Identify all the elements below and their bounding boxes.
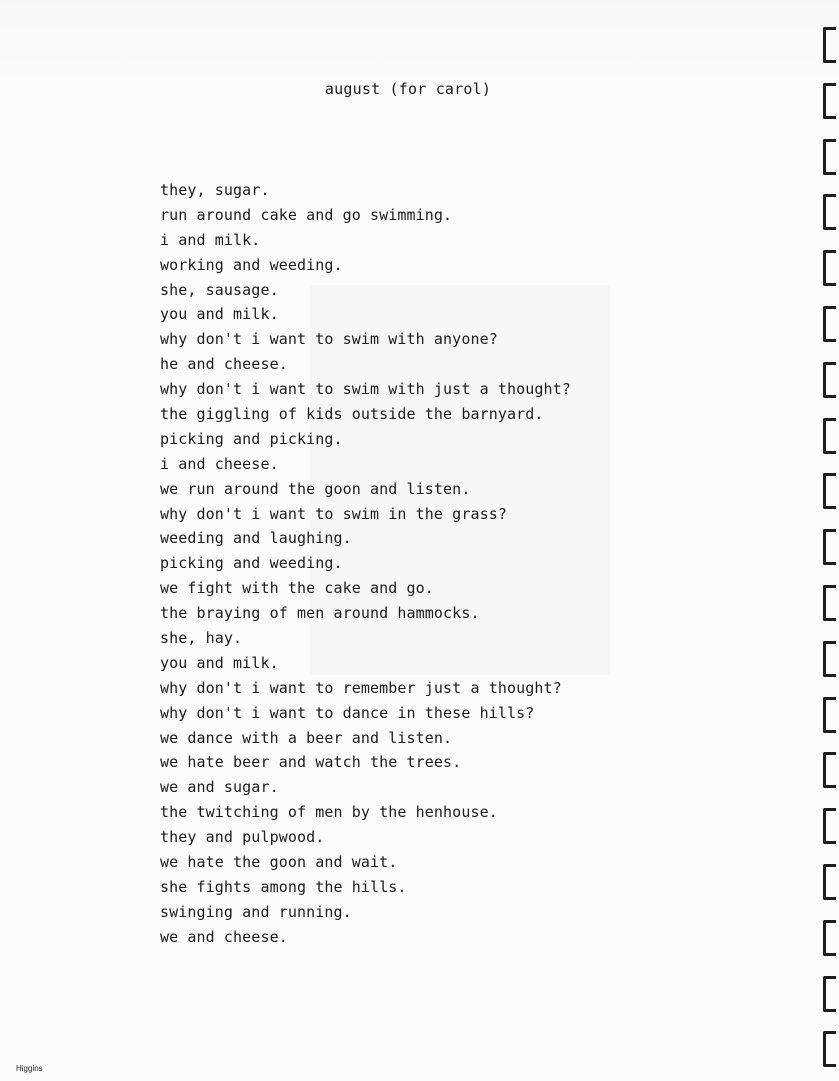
binding-ring-icon [823,27,836,63]
poem-line: we and sugar. [160,778,279,797]
binding-ring-icon [823,697,836,733]
binding-ring-icon [823,752,836,788]
binding-ring-icon [823,473,836,509]
poem-body [160,178,571,950]
binding-ring-icon [823,418,836,454]
poem-line: they and pulpwood. [160,828,325,847]
binding-ring-icon [823,529,836,565]
poem-line: they, sugar. [160,181,270,199]
poem-line: we hate beer and watch the trees. [160,753,462,772]
binding-ring-icon [823,306,836,342]
poem-line: i and milk. [160,230,261,249]
binding-ring-icon [823,83,836,119]
poem-line: we and cheese. [160,927,288,946]
poem-line: she, sausage. [160,280,279,299]
binding-ring-icon [823,976,836,1012]
poem-line: why don't i want to swim in the grass? [160,504,507,523]
poem-line: i and cheese. [160,454,279,473]
binding-ring-icon [823,641,836,677]
poem-line: she, hay. [160,629,243,648]
binding-ring-icon [823,920,836,956]
poem-line: why don't i want to swim with anyone? [160,330,498,349]
poem-line: why don't i want to remember just a thought? [160,678,562,697]
poem-line: we dance with a beer and listen. [160,728,453,747]
poem-line: weeding and laughing. [160,529,352,548]
poem-line: working and weeding. [160,255,343,274]
poem-line: we run around the goon and listen. [160,479,471,498]
poem-line: he and cheese. [160,355,288,374]
poem-line: run around cake and go swimming. [160,205,453,224]
poem-line: swinging and running. [160,902,352,921]
poem-line: the braying of men around hammocks. [160,604,480,623]
binding-ring-icon [823,194,836,230]
poem-line: why don't i want to dance in these hills? [160,703,535,722]
binding-ring-icon [823,250,836,286]
poem-line: we fight with the cake and go. [160,579,434,598]
poem-line: you and milk. [160,305,279,324]
footer-author: Higgins [16,1064,43,1073]
poem-line: why don't i want to swim with just a thought? [160,380,571,399]
binding-ring-icon [823,864,836,900]
poem-line: picking and weeding. [160,554,343,573]
binding-ring-icon [823,585,836,621]
poem-line: picking and picking. [160,429,343,448]
poem-line: the twitching of men by the henhouse. [160,803,498,822]
poem-line: you and milk. [160,653,279,672]
poem-title: august (for carol) [324,80,492,98]
poem-line: we hate the goon and wait. [160,853,398,872]
binding-ring-icon [823,362,836,398]
binding-ring-icon [823,808,836,844]
binding-ring-icon [823,1031,836,1067]
poem-line: the giggling of kids outside the barnyard. [160,405,544,424]
spiral-binding [817,0,839,1081]
poem-line: she fights among the hills. [160,877,407,896]
binding-ring-icon [823,139,836,175]
